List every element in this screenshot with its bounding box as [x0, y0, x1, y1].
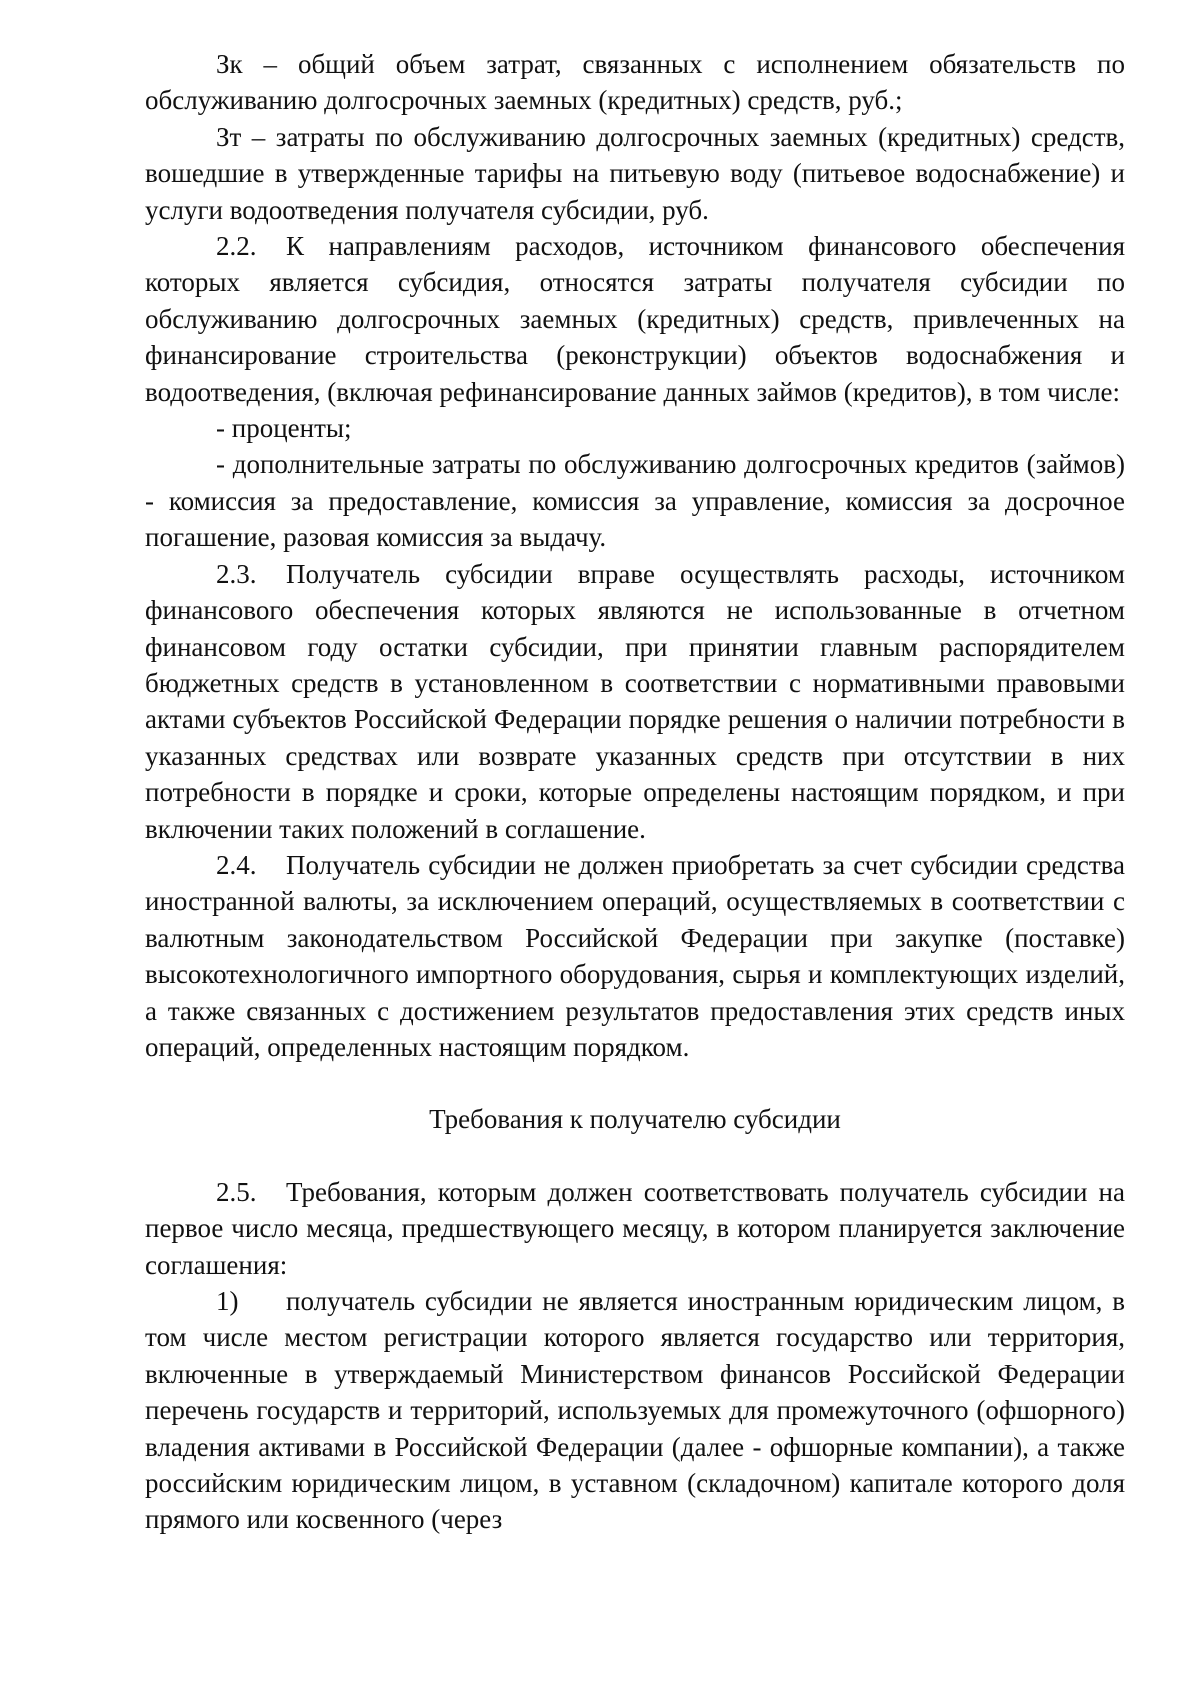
document-body: [145, 46, 1125, 1538]
item-number: 1): [216, 1286, 239, 1316]
clause-2-4: [145, 847, 1125, 1065]
clause-2-3: [145, 556, 1125, 847]
requirement-item-1: [145, 1283, 1125, 1538]
section-heading: Требования к получателю субсидии: [429, 1104, 841, 1135]
spacer: [145, 1138, 1125, 1174]
item-text: получатель субсидии не является иностранным юридическим лицом, в том числе местом регистрации которого является государство или территория, включенные в утверждаемый Министерством финансов Российской Федерации перечень государств и территорий, используемых для промежуточного (офшорного) владения активами в Российской Федерации (далее - офшорные компании), а также российским юридическим лицом, в уставном (складочном) капитале которого доля прямого или косвенного (через: [145, 1286, 1125, 1535]
list-item-additional-costs: - дополнительные затраты по обслуживанию долгосрочных кредитов (займов) - комиссия за предоставление, комиссия за управление, комиссия за досрочное погашение, разовая комиссия за выдачу.: [145, 449, 1125, 553]
clause-number: 2.2.: [216, 231, 257, 262]
list-item-interest: - проценты;: [216, 413, 352, 444]
clause-number: 2.3.: [216, 558, 257, 589]
paragraph-zk-definition: Зк – общий объем затрат, связанных с исполнением обязательств по обслуживанию долгосрочных заемных (кредитных) средств, руб.;: [145, 49, 1125, 116]
clause-text: Требования, которым должен соответствовать получатель субсидии на первое число месяца, предшествующего месяцу, в котором планируется заключение соглашения:: [145, 1176, 1125, 1280]
clause-number: 2.5.: [216, 1176, 257, 1207]
clause-2-5: [145, 1174, 1125, 1283]
clause-text: К направлениям расходов, источником финансового обеспечения которых является субсидия, относятся затраты получателя субсидии по обслуживанию долгосрочных заемных (кредитных) средств, привлеченных на финансирование строительства (реконструкции) объектов водоснабжения и водоотведения, (включая рефинансирование данных займов (кредитов), в том числе:: [145, 231, 1125, 407]
clause-text: Получатель субсидии вправе осуществлять расходы, источником финансового обеспечения которых являются не использованные в отчетном финансовом году остатки субсидии, при принятии главным распорядителем бюджетных средств в установленном в соответствии с нормативными правовыми актами субъектов Российской Федерации порядке решения о наличии потребности в указанных средствах или возврате указанных средств при отсутствии в них потребности в порядке и сроки, которые определены настоящим порядком, и при включении таких положений в соглашение.: [145, 558, 1125, 844]
clause-number: 2.4.: [216, 849, 257, 880]
spacer: [145, 1065, 1125, 1101]
clause-2-2: [145, 228, 1125, 410]
paragraph-zt-definition: Зт – затраты по обслуживанию долгосрочных заемных (кредитных) средств, вошедшие в утвержденные тарифы на питьевую воду (питьевое водоснабжение) и услуги водоотведения получателя субсидии, руб.: [145, 121, 1125, 225]
clause-text: Получатель субсидии не должен приобретать за счет субсидии средства иностранной валюты, за исключением операций, осуществляемых в соответствии с валютным законодательством Российской Федерации при закупке (поставке) высокотехнологичного импортного оборудования, сырья и комплектующих изделий, а также связанных с достижением результатов предоставления этих средств иных операций, определенных настоящим порядком.: [145, 849, 1125, 1062]
